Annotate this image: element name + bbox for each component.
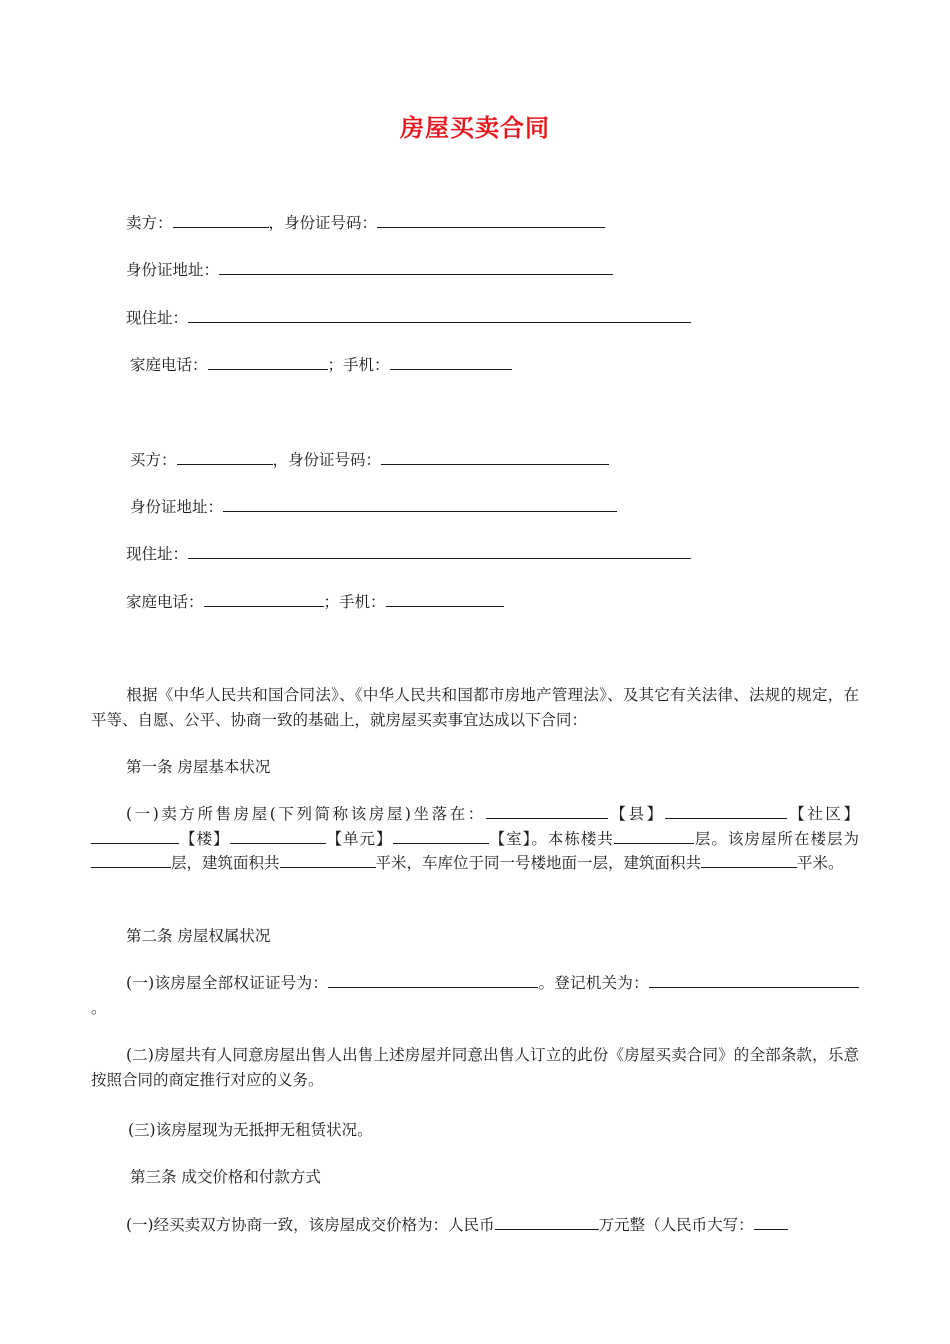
seller-id-address-label: 身份证地址： (126, 261, 220, 279)
buyer-id-address-blank[interactable] (223, 494, 617, 512)
seller-id-address-line (126, 257, 613, 282)
buyer-current-address-line (126, 541, 691, 566)
price-uppercase-label: 万元整（人民币大写： (598, 1216, 754, 1234)
registrar-label: 。登记机关为： (538, 974, 649, 992)
seller-id-label: ，身份证号码： (268, 214, 378, 232)
buyer-name-blank[interactable] (177, 447, 273, 465)
garage-area-end: 平米。 (797, 854, 844, 872)
seller-id-address-blank[interactable] (219, 257, 613, 275)
price-label: (一)经买卖双方协商一致，该房屋成交价格为：人民币 (126, 1216, 495, 1234)
garage-label: 平米，车库位于同一号楼地面一层，建筑面积共 (375, 854, 702, 872)
building-blank[interactable] (91, 828, 179, 844)
buyer-mobile-label: ；手机： (323, 593, 386, 611)
preamble-text: 根据《中华人民共和国合同法》、《中华人民共和国都市房地产管理法》、及其它有关法律、法规的规定，在平等、自愿、公平、协商一致的基础上，就房屋买卖事宜达成以下合同： (91, 686, 859, 729)
buyer-home-phone-blank[interactable] (204, 589, 324, 607)
buyer-id-label: ，身份证号码： (272, 451, 382, 469)
buyer-current-address-blank[interactable] (188, 541, 691, 559)
article1-location-label: (一)卖方所售房屋(下列简称该房屋)坐落在： (126, 805, 486, 823)
seller-mobile-label: ；手机： (327, 356, 390, 374)
seller-current-address-line (126, 305, 691, 330)
community-label: 【社区】 (786, 805, 859, 823)
document-title: 房屋买卖合同 (400, 114, 550, 142)
seller-current-address-blank[interactable] (188, 305, 691, 323)
garage-area-blank[interactable] (701, 852, 797, 868)
floor-blank[interactable] (91, 852, 171, 868)
seller-name-label: 卖方： (126, 214, 173, 232)
certificate-number-blank[interactable] (328, 972, 538, 988)
buyer-home-phone-label: 家庭电话： (126, 593, 204, 611)
article3-paragraph1 (126, 1212, 788, 1237)
certificate-label: (一)该房屋全部权证证号为： (126, 974, 329, 992)
buyer-id-address-line (130, 494, 617, 519)
price-uppercase-blank[interactable] (754, 1212, 788, 1230)
unit-blank[interactable] (230, 828, 326, 844)
county-label: 【县】 (607, 805, 665, 823)
community-blank[interactable] (665, 803, 787, 819)
seller-mobile-blank[interactable] (390, 352, 512, 370)
area-label: 层，建筑面积共 (171, 854, 280, 872)
buyer-name-line (130, 447, 609, 472)
seller-name-blank[interactable] (173, 210, 269, 228)
article1-heading: 第一条 房屋基本状况 (126, 758, 271, 776)
area-blank[interactable] (280, 852, 376, 868)
registrar-blank[interactable] (649, 972, 859, 988)
county-blank[interactable] (486, 803, 608, 819)
seller-current-address-label: 现住址： (126, 309, 189, 327)
article2-heading: 第二条 房屋权属状况 (126, 927, 271, 945)
seller-phone-line (130, 352, 512, 377)
registrar-end: 。 (91, 998, 107, 1017)
article1-paragraph1 (91, 802, 859, 876)
article2-paragraph3: (三)该房屋现为无抵押无租赁状况。 (128, 1121, 373, 1139)
article3-heading: 第三条 成交价格和付款方式 (130, 1168, 321, 1186)
price-blank[interactable] (495, 1212, 599, 1230)
unit-label: 【单元】 (325, 829, 393, 848)
room-blank[interactable] (393, 828, 489, 844)
buyer-id-address-label: 身份证地址： (130, 498, 224, 516)
building-label: 【楼】 (179, 829, 230, 848)
buyer-phone-line (126, 589, 504, 614)
seller-id-blank[interactable] (377, 210, 605, 228)
seller-home-phone-label: 家庭电话： (130, 356, 208, 374)
buyer-id-blank[interactable] (381, 447, 609, 465)
buyer-name-label: 买方： (130, 451, 177, 469)
seller-name-line (126, 210, 605, 235)
total-floors-blank[interactable] (614, 828, 694, 844)
buyer-current-address-label: 现住址： (126, 545, 189, 563)
buyer-mobile-blank[interactable] (386, 589, 504, 607)
article2-paragraph1 (91, 971, 859, 1020)
seller-home-phone-blank[interactable] (208, 352, 328, 370)
preamble-paragraph (91, 683, 859, 732)
article2-paragraph2 (91, 1043, 859, 1092)
room-label: 【室】。本栋楼共 (488, 829, 614, 848)
article2-p2-text: (二)房屋共有人同意房屋出售人出售上述房屋并同意出售人订立的此份《房屋买卖合同》的全部条款，乐意按照合同的商定推行对应的义务。 (91, 1046, 859, 1089)
floors-label: 层。该房屋所在楼层为 (693, 829, 859, 848)
